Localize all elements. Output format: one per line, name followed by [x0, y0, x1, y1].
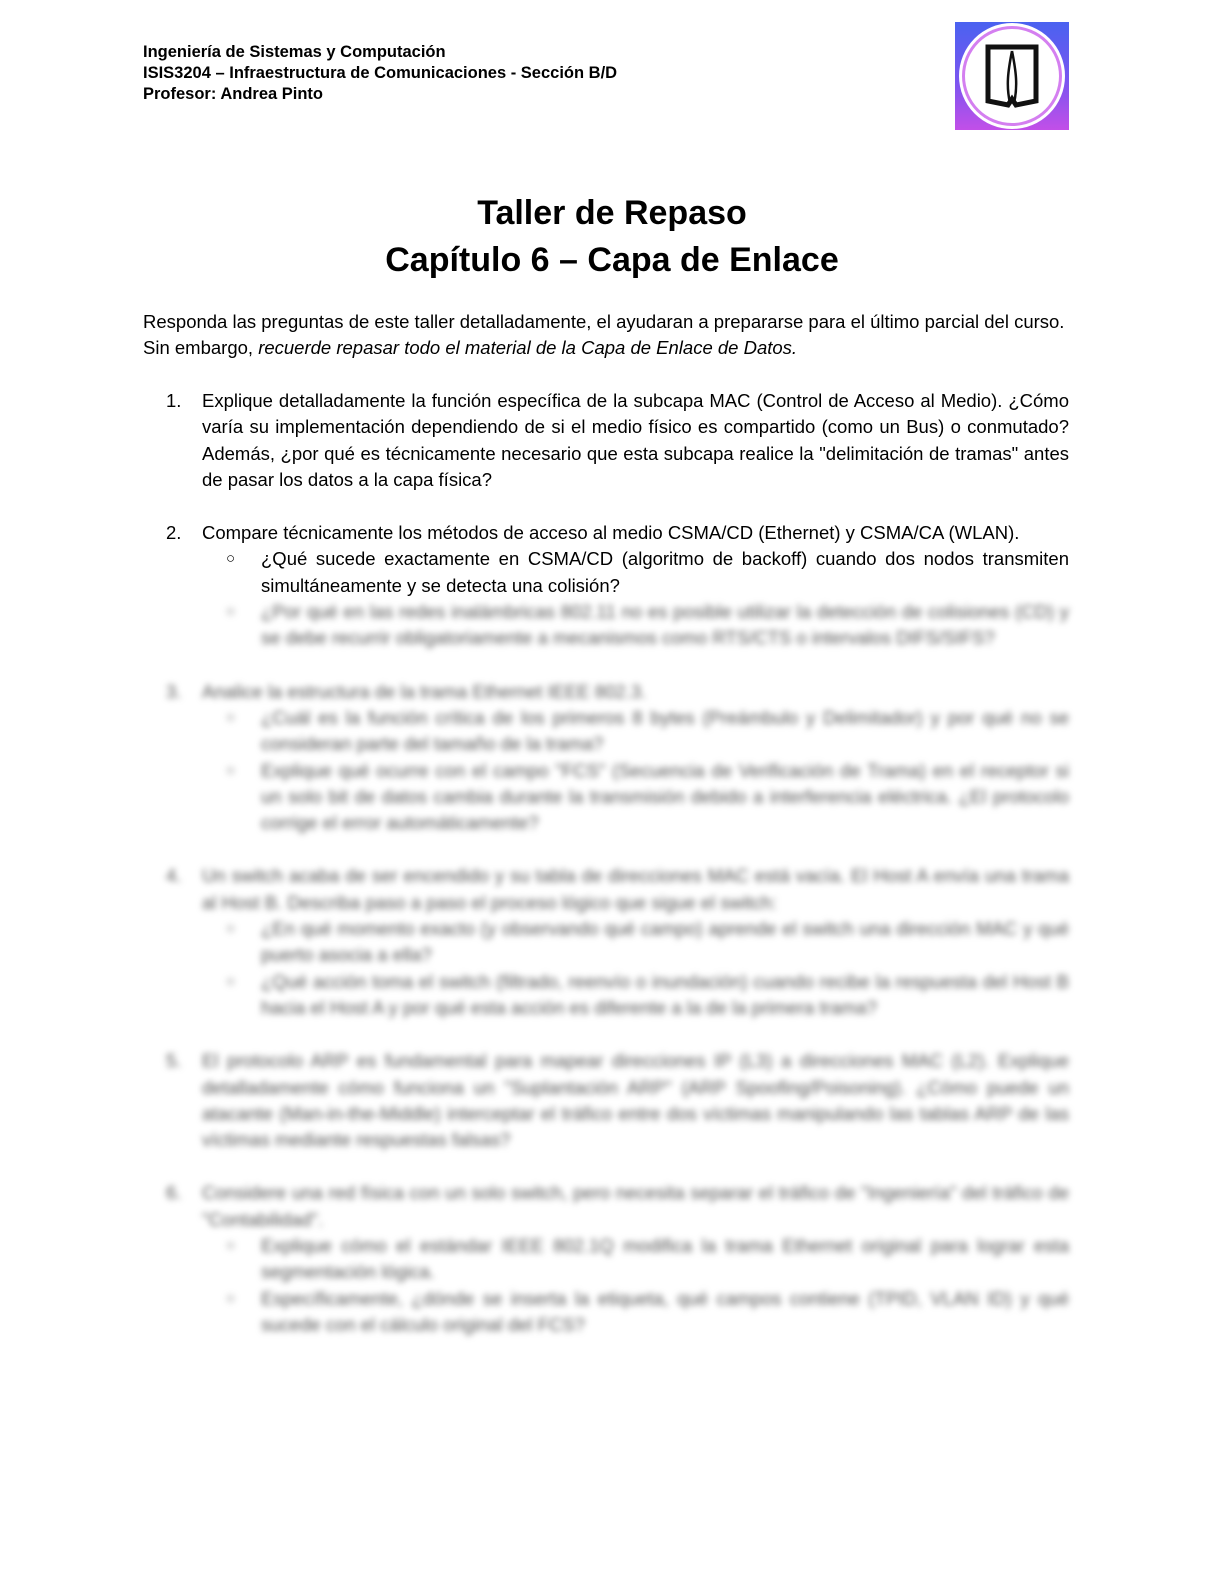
university-logo [955, 22, 1069, 130]
sub-question-text: ¿En qué momento exacto (y observando qué campo) aprende el switch una dirección MAC y qué puerto asocia a ella? [261, 918, 1069, 966]
intro-italic: recuerde repasar todo el material de la Capa de Enlace de Datos. [258, 337, 798, 358]
bullet-icon: ○ [226, 972, 236, 990]
question-text: Considere una red física con un solo switch, pero necesita separar el tráfico de "Ingeniería" del tráfico de "Contabilidad". [202, 1182, 1069, 1230]
question-list [143, 388, 1069, 1365]
bullet-icon: ○ [226, 761, 236, 779]
question-text: Un switch acaba de ser encendido y su tabla de direcciones MAC está vacía. El Host A envía una trama al Host B. Describa paso a paso el proceso lógico que sigue el switch: [202, 865, 1069, 913]
title-line-1: Taller de Repaso [477, 194, 747, 232]
sub-question [202, 1233, 1069, 1286]
question-text: Explique detalladamente la función específica de la subcapa MAC (Control de Acceso al Medio). ¿Cómo varía su implementación dependiendo de si el medio físico es compartido (como un Bus) o conmutado? Además, ¿por qué es técnicamente necesario que esta subcapa realice la "delimitación de tramas" antes de pasar los datos a la capa física? [202, 390, 1069, 490]
bullet-icon: ○ [226, 1289, 236, 1307]
header-line-course: ISIS3204 – Infraestructura de Comunicaciones - Sección B/D [143, 64, 618, 82]
sub-question-text: Específicamente, ¿dónde se inserta la etiqueta, qué campos contiene (TPID, VLAN ID) y qué sucede con el cálculo original del FCS? [261, 1287, 1069, 1335]
intro-text: Responda las preguntas de este taller detalladamente, el ayudaran a prepararse para el último parcial del curso. Sin embargo, [143, 311, 1065, 358]
bullet-icon: ○ [226, 603, 236, 621]
question-text: Compare técnicamente los métodos de acceso al medio CSMA/CD (Ethernet) y CSMA/CA (WLAN). [202, 522, 1020, 544]
bullet-icon: ○ [226, 708, 236, 726]
question-number: 1. [166, 390, 182, 411]
bullet-icon: ○ [226, 1237, 236, 1255]
sub-question [202, 705, 1069, 758]
question-text: El protocolo ARP es fundamental para mapear direcciones IP (L3) a direcciones MAC (L2). Explique detalladamente cómo funciona un "Suplantación ARP" (ARP Spoofing/Poisoning). ¿Cómo puede un atacante (Man-in-the-Middle) interceptar el tráfico entre dos víctimas manipulando las tablas ARP de las víctimas mediante respuestas falsas? [202, 1050, 1069, 1151]
shield-icon [982, 41, 1042, 111]
header-line-department: Ingeniería de Sistemas y Computación [143, 43, 446, 61]
question-number: 2. [166, 522, 182, 544]
question-text: Analice la estructura de la trama Ethernet IEEE 802.3. [202, 680, 647, 702]
sub-question-text: Explique qué ocurre con el campo "FCS" (Secuencia de Verificación de Trama) en el receptor si un solo bit de datos cambia durante la transmisión debido a interferencia eléctrica. ¿El protocolo corrige el error automáticamente? [261, 759, 1069, 834]
question-number: 5. [166, 1050, 182, 1072]
question-item [143, 863, 1069, 1021]
header-line-professor: Profesor: Andrea Pinto [143, 85, 323, 103]
sub-question-text: ¿Qué acción toma el switch (filtrado, reenvío o inundación) cuando recibe la respuesta del Host B hacia el Host A y por qué esta acción es diferente a la de la primera trama? [261, 970, 1069, 1018]
sub-question [202, 599, 1069, 652]
bullet-icon: ○ [226, 920, 236, 938]
question-item [143, 1048, 1069, 1153]
question-item [143, 1180, 1069, 1338]
question-item [143, 520, 1069, 651]
course-header [143, 42, 617, 105]
question-item [143, 388, 1069, 493]
page-title [0, 190, 1224, 284]
sub-question [202, 969, 1069, 1022]
sub-question-text: ¿Qué sucede exactamente en CSMA/CD (algoritmo de backoff) cuando dos nodos transmiten simultáneamente y se detecta una colisión? [261, 548, 1069, 596]
sub-question-text: ¿Por qué en las redes inalámbricas 802.11 no es posible utilizar la detección de colisiones (CD) y se debe recurrir obligatoriamente a mecanismos como RTS/CTS o intervalos DIFS/SIFS? [261, 601, 1069, 649]
question-number: 6. [166, 1182, 182, 1204]
sub-question-text: ¿Cuál es la función crítica de los primeros 8 bytes (Preámbulo y Delimitador) y por qué no se consideran parte del tamaño de la trama? [261, 706, 1069, 755]
sub-question-text: Explique cómo el estándar IEEE 802.1Q modifica la trama Ethernet original para lograr esta segmentación lógica. [261, 1235, 1069, 1283]
sub-question [202, 916, 1069, 969]
sub-question [202, 1286, 1069, 1339]
bullet-icon: ○ [226, 550, 236, 568]
title-line-2: Capítulo 6 – Capa de Enlace [385, 241, 839, 279]
question-number: 4. [166, 865, 182, 887]
sub-question [202, 758, 1069, 837]
intro-paragraph [143, 309, 1069, 361]
question-item [143, 679, 1069, 837]
question-number: 3. [166, 680, 182, 702]
sub-question [202, 546, 1069, 599]
